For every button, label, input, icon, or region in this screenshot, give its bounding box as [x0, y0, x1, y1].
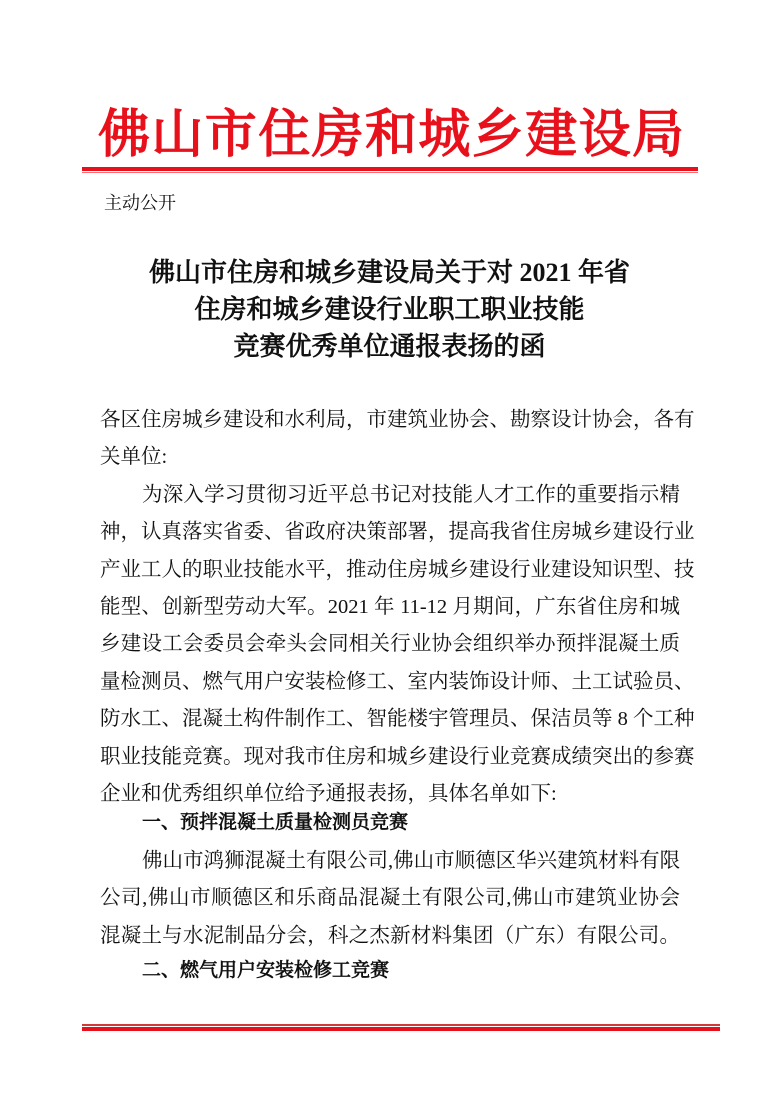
body-line: 为深入学习贯彻习近平总书记对技能人才工作的重要指示精: [142, 483, 680, 506]
body-line: 职业技能竞赛。现对我市住房和城乡建设行业竞赛成绩突出的参赛: [100, 745, 695, 768]
title-line: 竞赛优秀单位通报表扬的函: [233, 332, 546, 361]
section-heading: 二、燃气用户安装检修工竞赛: [142, 960, 390, 981]
body-line: 量检测员、燃气用户安装检修工、室内装饰设计师、土工试验员、: [100, 670, 695, 693]
section-heading: 一、预拌混凝土质量检测员竞赛: [142, 812, 409, 834]
body-line: 关单位:: [100, 446, 168, 469]
masthead-title: 佛山市住房和城乡建设局: [98, 107, 684, 164]
header-divider: [82, 167, 698, 173]
body-line: 能型、创新型劳动大军。2021 年 11-12 月期间，广东省住房和城: [100, 596, 680, 618]
body-line: 公司,佛山市顺德区和乐商品混凝土有限公司,佛山市建筑业协会: [100, 887, 680, 910]
body-line: 佛山市鸿狮混凝土有限公司,佛山市顺德区华兴建筑材料有限: [142, 849, 681, 872]
footer-divider: [82, 1024, 720, 1031]
body-line: 神，认真落实省委、省政府决策部署，提高我省住房城乡建设行业: [100, 521, 695, 544]
body-line: 各区住房城乡建设和水利局，市建筑业协会、勘察设计协会，各有: [100, 409, 695, 431]
body-line: 企业和优秀组织单位给予通报表扬，具体名单如下:: [100, 783, 557, 805]
title-line: 住房和城乡建设行业职工职业技能: [194, 295, 585, 324]
body-line: 产业工人的职业技能水平，推动住房城乡建设行业建设知识型、技: [100, 558, 695, 581]
disclosure-label: 主动公开: [104, 193, 176, 213]
body-line: 混凝土与水泥制品分会，科之杰新材料集团（广东）有限公司。: [100, 924, 680, 947]
body-line: 防水工、混凝土构件制作工、智能楼宇管理员、保洁员等 8 个工种: [100, 708, 695, 731]
body-line: 乡建设工会委员会牵头会同相关行业协会组织举办预拌混凝土质: [100, 633, 680, 656]
document-title: [0, 254, 779, 365]
title-line: 佛山市住房和城乡建设局关于对 2021 年省: [148, 258, 630, 287]
